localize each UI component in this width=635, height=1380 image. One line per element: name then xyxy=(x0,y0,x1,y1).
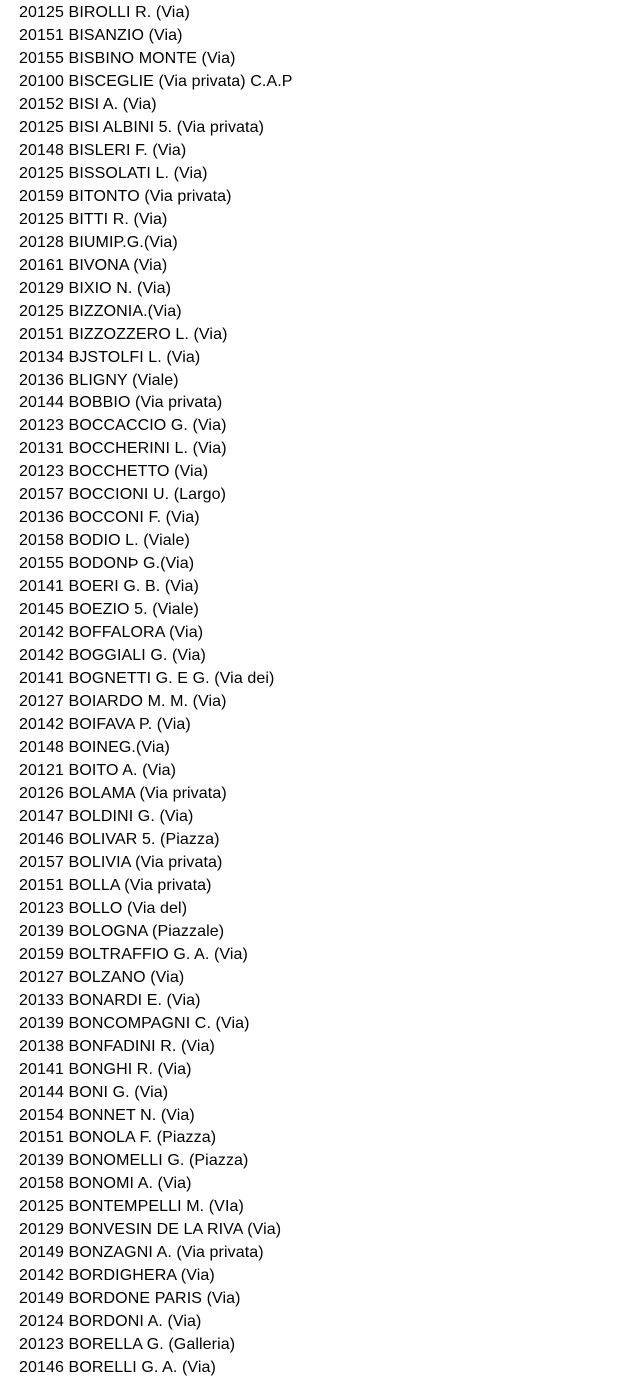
postal-code: 20159 xyxy=(19,945,64,963)
street-name: BODIO L. (Viale) xyxy=(68,532,190,550)
street-name: BITTI R. (Via) xyxy=(68,210,168,228)
street-name: BOCCIONI U. (Largo) xyxy=(68,486,227,504)
street-list-item xyxy=(19,691,635,714)
street-list-item xyxy=(19,921,635,944)
street-list-item xyxy=(19,645,635,668)
postal-code: 20123 xyxy=(19,1336,64,1354)
street-name: BIZZOZZERO L. (Via) xyxy=(68,325,228,343)
street-name: BISI ALBINI 5. (Via privata) xyxy=(68,118,265,136)
street-list-item xyxy=(19,622,635,645)
street-list-item xyxy=(19,1150,635,1173)
street-list-item xyxy=(19,1219,635,1242)
postal-code: 20158 xyxy=(19,532,64,550)
street-list-item xyxy=(19,1036,635,1059)
street-name: BORELLI G. A. (Via) xyxy=(68,1359,216,1377)
postal-code: 20148 xyxy=(19,141,64,159)
postal-code: 20142 xyxy=(19,1267,64,1285)
street-list-item xyxy=(19,163,635,186)
street-name: BONOMELLI G. (Piazza) xyxy=(68,1152,249,1170)
postal-code: 20151 xyxy=(19,325,64,343)
street-name: BOLIVAR 5. (Piazza) xyxy=(68,830,220,848)
postal-code: 20141 xyxy=(19,1060,64,1078)
street-list-item xyxy=(19,48,635,71)
street-list-item xyxy=(19,1105,635,1128)
postal-code: 20134 xyxy=(19,348,64,366)
street-name: BONTEMPELLI M. (VIa) xyxy=(68,1198,244,1216)
postal-code: 20128 xyxy=(19,233,64,251)
street-name: BISBINO MONTE (Via) xyxy=(68,49,236,67)
street-name: BJSTOLFI L. (Via) xyxy=(68,348,201,366)
street-name: BISLERI F. (Via) xyxy=(68,141,187,159)
postal-code: 20142 xyxy=(19,716,64,734)
street-list-item xyxy=(19,140,635,163)
postal-code: 20131 xyxy=(19,440,64,458)
street-name: BONNET N. (Via) xyxy=(68,1106,195,1124)
street-name: BORDIGHERA (Via) xyxy=(68,1267,215,1285)
postal-code: 20159 xyxy=(19,187,64,205)
street-name: BOLOGNA (Piazzale) xyxy=(68,922,225,940)
street-list-item xyxy=(19,944,635,967)
postal-code: 20161 xyxy=(19,256,64,274)
street-name: BOERI G. B. (Via) xyxy=(68,578,199,596)
street-list-item xyxy=(19,278,635,301)
postal-code: 20138 xyxy=(19,1037,64,1055)
street-list-item xyxy=(19,255,635,278)
postal-code: 20141 xyxy=(19,578,64,596)
postal-code: 20139 xyxy=(19,1014,64,1032)
street-list-item xyxy=(19,415,635,438)
street-list-item xyxy=(19,1311,635,1334)
street-name: BODONÞ G.(Via) xyxy=(68,555,195,573)
street-name: BORDONI A. (Via) xyxy=(68,1313,202,1331)
street-name: BISCEGLIE (Via privata) C.A.P xyxy=(68,72,293,90)
street-list-item xyxy=(19,1173,635,1196)
postal-code: 20124 xyxy=(19,1313,64,1331)
street-name: BOLAMA (Via privata) xyxy=(68,784,227,802)
street-list-item xyxy=(19,347,635,370)
postal-code: 20121 xyxy=(19,761,64,779)
street-list-item xyxy=(19,438,635,461)
postal-code: 20125 xyxy=(19,4,64,21)
street-list-item xyxy=(19,668,635,691)
street-list-item xyxy=(19,1242,635,1265)
postal-code: 20147 xyxy=(19,807,64,825)
street-list-item xyxy=(19,806,635,829)
street-name: BOINEG.(Via) xyxy=(68,739,170,756)
postal-code: 20157 xyxy=(19,486,64,504)
street-list-item xyxy=(19,1334,635,1357)
street-list-item xyxy=(19,507,635,530)
street-list-item xyxy=(19,370,635,393)
postal-code: 20125 xyxy=(19,210,64,228)
postal-code: 20151 xyxy=(19,26,64,44)
street-list-item xyxy=(19,209,635,232)
postal-code: 20158 xyxy=(19,1175,64,1193)
street-name: BOGGIALI G. (Via) xyxy=(68,647,206,665)
street-list-item xyxy=(19,1059,635,1082)
street-name: BONOMI A. (Via) xyxy=(68,1175,192,1193)
street-name: BORDONE PARIS (Via) xyxy=(68,1290,241,1308)
postal-code: 20126 xyxy=(19,784,64,802)
street-name: BORELLA G. (Galleria) xyxy=(68,1336,236,1354)
postal-code: 20133 xyxy=(19,991,64,1009)
street-name: BOFFALORA (Via) xyxy=(68,624,204,642)
street-list-item xyxy=(19,1357,635,1380)
postal-code: 20136 xyxy=(19,509,64,527)
postal-code: 20145 xyxy=(19,601,64,619)
street-name: BONI G. (Via) xyxy=(68,1083,169,1101)
street-list-item xyxy=(19,117,635,140)
street-name: BONZAGNI A. (Via privata) xyxy=(68,1244,264,1262)
postal-code: 20151 xyxy=(19,876,64,894)
street-list-item xyxy=(19,232,635,255)
street-list-item xyxy=(19,576,635,599)
street-name: BONOLA F. (Piazza) xyxy=(68,1129,217,1147)
street-name: BISANZIO (Via) xyxy=(68,26,183,44)
postal-code: 20152 xyxy=(19,95,64,113)
street-name: BIUMIP.G.(Via) xyxy=(68,233,178,251)
street-name: BOLIVIA (Via privata) xyxy=(68,853,223,871)
street-name: BONFADINI R. (Via) xyxy=(68,1037,215,1055)
postal-code: 20155 xyxy=(19,555,64,573)
street-list-item xyxy=(19,1013,635,1036)
street-name: BOIFAVA P. (Via) xyxy=(68,716,191,734)
street-list-item xyxy=(19,553,635,576)
street-list-item xyxy=(19,186,635,209)
street-name: BOIARDO M. M. (Via) xyxy=(68,693,227,711)
street-name: BONGHI R. (Via) xyxy=(68,1060,192,1078)
street-name: BONARDI E. (Via) xyxy=(68,991,201,1009)
postal-code: 20125 xyxy=(19,164,64,182)
postal-code: 20155 xyxy=(19,49,64,67)
postal-code: 20127 xyxy=(19,693,64,711)
street-list-item xyxy=(19,852,635,875)
street-name: BOCCACCIO G. (Via) xyxy=(68,417,227,435)
postal-code: 20149 xyxy=(19,1244,64,1262)
street-name: BOLLA (Via privata) xyxy=(68,876,212,894)
street-name: BOLLO (Via del) xyxy=(68,899,188,917)
street-name: BOBBIO (Via privata) xyxy=(68,394,223,412)
street-list-item xyxy=(19,25,635,48)
street-list-item xyxy=(19,324,635,347)
street-list-item xyxy=(19,967,635,990)
street-list-item xyxy=(19,392,635,415)
postal-code: 20139 xyxy=(19,1152,64,1170)
street-list-item xyxy=(19,301,635,324)
street-name: BITONTO (Via privata) xyxy=(68,187,232,205)
street-name: BOLZANO (Via) xyxy=(68,968,185,986)
street-name: BOLDINI G. (Via) xyxy=(68,807,194,825)
postal-code: 20100 xyxy=(19,72,64,90)
postal-code: 20144 xyxy=(19,394,64,412)
street-name: BIROLLI R. (Via) xyxy=(68,4,190,21)
postal-code: 20123 xyxy=(19,463,64,481)
street-list-item xyxy=(19,530,635,553)
postal-code: 20142 xyxy=(19,647,64,665)
street-list-item xyxy=(19,1196,635,1219)
postal-code: 20127 xyxy=(19,968,64,986)
postal-code: 20146 xyxy=(19,1359,64,1377)
postal-code: 20157 xyxy=(19,853,64,871)
postal-code: 20129 xyxy=(19,279,64,297)
street-name: BOCCONI F. (Via) xyxy=(68,509,200,527)
postal-code: 20148 xyxy=(19,739,64,756)
postal-code: 20125 xyxy=(19,118,64,136)
street-list-item xyxy=(19,760,635,783)
postal-code: 20149 xyxy=(19,1290,64,1308)
street-name: BOITO A. (Via) xyxy=(68,761,177,779)
street-list-item xyxy=(19,990,635,1013)
street-list-item xyxy=(19,1082,635,1105)
street-list-item xyxy=(19,898,635,921)
street-name: BLIGNY (Viale) xyxy=(68,371,179,389)
street-name: BIZZONIA.(Via) xyxy=(68,302,182,320)
street-list-item xyxy=(19,484,635,507)
street-list-item xyxy=(19,71,635,94)
postal-code: 20144 xyxy=(19,1083,64,1101)
street-name: BOGNETTI G. E G. (Via dei) xyxy=(68,670,275,688)
postal-code: 20146 xyxy=(19,830,64,848)
postal-code: 20123 xyxy=(19,417,64,435)
street-name: BIVONA (Via) xyxy=(68,256,168,274)
street-name: BONVESIN DE LA RIVA (Via) xyxy=(68,1221,282,1239)
street-name: BISSOLATI L. (Via) xyxy=(68,164,208,182)
street-list-item xyxy=(19,829,635,852)
street-name: BIXIO N. (Via) xyxy=(68,279,172,297)
street-list-item xyxy=(19,94,635,117)
street-list-item xyxy=(19,1127,635,1150)
postal-code: 20154 xyxy=(19,1106,64,1124)
postal-code: 20136 xyxy=(19,371,64,389)
street-name: BISI A. (Via) xyxy=(68,95,157,113)
street-name: BOLTRAFFIO G. A. (Via) xyxy=(68,945,248,963)
postal-code: 20141 xyxy=(19,670,64,688)
postal-code: 20125 xyxy=(19,1198,64,1216)
street-name: BONCOMPAGNI C. (Via) xyxy=(68,1014,250,1032)
street-list-item xyxy=(19,714,635,737)
street-list-item xyxy=(19,783,635,806)
postal-code: 20139 xyxy=(19,922,64,940)
postal-code: 20123 xyxy=(19,899,64,917)
street-list-item xyxy=(19,599,635,622)
postal-code: 20151 xyxy=(19,1129,64,1147)
postal-code: 20125 xyxy=(19,302,64,320)
street-name: BOCCHETTO (Via) xyxy=(68,463,209,481)
postal-code: 20129 xyxy=(19,1221,64,1239)
street-list-item xyxy=(19,875,635,898)
street-list-item xyxy=(19,461,635,484)
street-list-item xyxy=(19,2,635,25)
street-list-item xyxy=(19,1288,635,1311)
street-list-item xyxy=(19,737,635,760)
street-list-item xyxy=(19,1265,635,1288)
postal-code: 20142 xyxy=(19,624,64,642)
street-name: BOCCHERINI L. (Via) xyxy=(68,440,227,458)
street-name: BOEZIO 5. (Viale) xyxy=(68,601,199,619)
